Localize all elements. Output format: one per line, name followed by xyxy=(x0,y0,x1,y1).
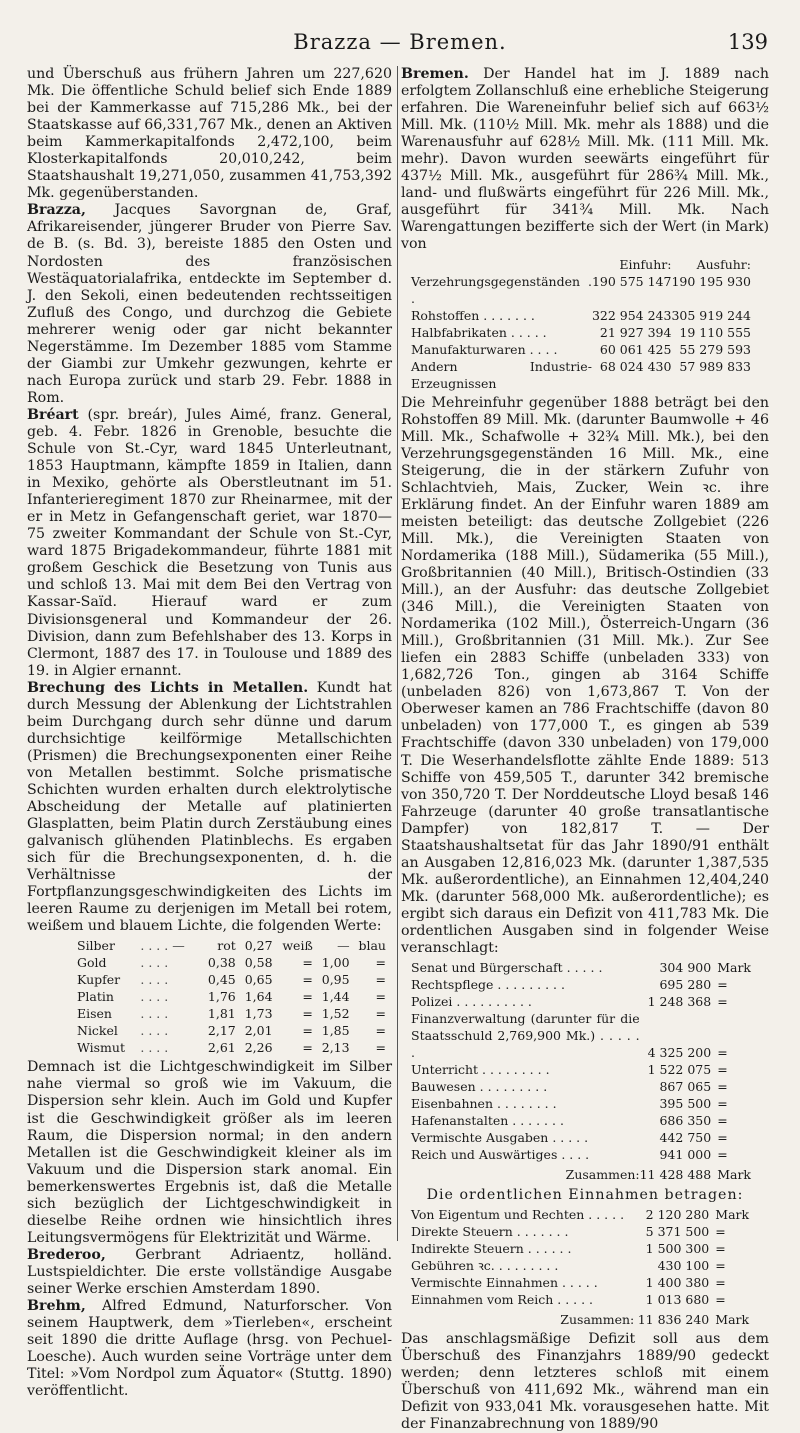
trade-table-header xyxy=(411,256,751,273)
table-row: Rechtspflege . . . . . . . . . 695 280 = xyxy=(411,977,728,993)
table-row: Senat und Bürgerschaft . . . . . 304 900 Mark xyxy=(411,960,751,976)
table-row: Halbfabrikaten . . . . . 21 927 394 19 110 555 xyxy=(411,324,751,340)
table-row: Vermischte Einnahmen . . . . . 1 400 380 = xyxy=(411,1275,726,1291)
entry-body-brehm: Alfred Edmund, Naturforscher. Von seinem Hauptwerk, dem »Tierleben«, erscheint seit 1890 die dritte Auflage (hrsg. von Pechuel-Loesche). Auch wurden seine Vorträge unter dem Titel: »Vom Nordpol zum Äquator« (Stuttg. 1890) veröffentlicht. xyxy=(27,1298,392,1400)
table-row: Unterricht . . . . . . . . . 1 522 075 = xyxy=(411,1062,728,1078)
table-row: Direkte Steuern . . . . . . . 5 371 500 = xyxy=(411,1224,726,1240)
table-row: Einnahmen vom Reich . . . . . 1 013 680 = xyxy=(411,1292,726,1308)
table-row: Rohstoffen . . . . . . . 322 954 243 305 919 244 xyxy=(411,307,751,323)
expenses-total-unit: Mark xyxy=(717,1167,751,1183)
entry-body-brederoo: Gerbrant Adriaentz, holländ. Lustspieldichter. Die erste vollständige Ausgabe seiner Werke erschien Amsterdam 1890. xyxy=(27,1246,392,1297)
metal-table xyxy=(27,937,392,1056)
table-row: Nickel . . . . 2,17 2,01 = 1,85 = xyxy=(77,1023,386,1039)
entry-body-brechung: Kundt hat durch Messung der Ablenkung der Lichtstrahlen beim Durchgang durch sehr dünne und darum durchsichtige keilförmige Metallschichten (Prismen) die Brechungsexponenten einer Reihe von Metallen bestimmt. Solche prismatische Schichten wurden erhalten durch elektrolytische Abscheidung der Metalle auf platinierten Glasplatten, beim Platin durch Zerstäubung eines galvanisch glühenden Platinblechs. Es ergaben sich für die Brechungsexponenten, d. h. die Verhältnisse der Fortpflanzungsgeschwindigkeiten des Lichts im leeren Raume zu derjenigen im Metall bei rotem, weißem und blauem Lichte, die folgenden Werte: xyxy=(27,679,392,935)
income-total-row xyxy=(411,1308,751,1328)
column-divider xyxy=(397,66,398,1241)
entry-head-brederoo: Brederoo, xyxy=(27,1246,106,1263)
metal-header-rot: rot xyxy=(217,938,236,954)
table-row: Gebühren ꝛc. . . . . . . . . 430 100 = xyxy=(411,1258,726,1274)
entry-brazza xyxy=(27,202,392,407)
entry-brederoo xyxy=(27,1247,392,1298)
table-row: Von Eigentum und Rechten . . . . . 2 120 280 Mark xyxy=(411,1207,750,1223)
entry-body-breart: (spr. breár), Jules Aimé, franz. General, geb. 4. Febr. 1826 in Grenoble, besuchte die Schule von St.-Cyr, ward 1845 Unterleutnant, 1853 Hauptmann, kämpfte 1859 in Italien, dann in Mexiko, gehörte als Oberstleutnant im 51. Infanterieregiment 1870 zur Rheinarmee, mit der er in Metz in Gefangenschaft geriet, war 1870—75 zweiter Kommandant der Schule von St.-Cyr, ward 1875 Brigadekommandeur, führte 1881 mit großem Geschick die Besetzung von Tunis aus und schloß 13. Mai mit dem Bei den Vertrag von Kassar-Saïd. Hierauf ward er zum Divisionsgeneral und Kommandeur der 26. Division, dann zum Befehlshaber des 13. Korps in Clermont, 1887 des 17. in Toulouse und 1889 des 19. in Algier ernannt. xyxy=(27,406,392,679)
income-total-label: Zusammen: xyxy=(560,1312,635,1328)
table-row: Gold . . . . 0,38 0,58 = 1,00 = xyxy=(77,955,386,971)
metal-header-silber-value: 0,27 xyxy=(244,938,273,954)
paragraph-intro: und Überschuß aus frühern Jahren um 227,620 Mk. Die öffentliche Schuld belief sich Ende 1889 bei der Kammerkasse auf 715,286 Mk., bei der Staatskasse auf 66,331,767 Mk., denen an Aktiven beim Kammerkapitalfonds 2,472,100, beim Klosterkapitalfonds 20,010,242, beim Staatshaushalt 19,271,050, zusammen 41,753,392 Mk. gegenüberstanden. xyxy=(27,66,392,202)
table-row: Vermischte Ausgaben . . . . . 442 750 = xyxy=(411,1130,728,1146)
table-row: Kupfer . . . . 0,45 0,65 = 0,95 = xyxy=(77,972,386,988)
entry-head-brechung: Brechung des Lichts in Metallen. xyxy=(27,679,309,696)
entry-head-brazza: Brazza, xyxy=(27,202,86,219)
table-row: Eisen . . . . 1,81 1,73 = 1,52 = xyxy=(77,1006,386,1022)
trade-table xyxy=(411,256,751,392)
expenses-total-value: 11 428 488 xyxy=(639,1167,712,1183)
table-row: Finanzverwaltung (darunter für die Staatsschuld 2,769,900 Mk.) . . . . . . 4 325 200 = xyxy=(411,1011,728,1061)
metal-header-blau: blau xyxy=(358,938,386,954)
income-total-value: 11 836 240 xyxy=(637,1312,710,1328)
expenses-total-row xyxy=(411,1163,751,1183)
entry-breart xyxy=(27,407,392,680)
table-row: Verzehrungsgegenständen . . 190 575 147 190 195 930 xyxy=(411,273,751,306)
income-table xyxy=(411,1206,751,1328)
table-row: Wismut . . . . 2,61 2,26 = 2,13 = xyxy=(77,1040,386,1056)
income-total-unit: Mark xyxy=(715,1312,750,1328)
entry-head-breart: Bréart xyxy=(27,406,79,423)
metal-header-silber: Silber xyxy=(77,938,115,954)
table-row: Andern Industrie-Erzeugnissen 68 024 430 57 989 833 xyxy=(411,358,751,391)
table-row: Manufakturwaren . . . . 60 061 425 55 279 593 xyxy=(411,341,751,357)
paragraph-closing: Das anschlagsmäßige Defizit soll aus dem Überschuß des Finanzjahrs 1889/90 gedeckt werden; denn letzteres schloß mit einem Überschuß von 411,692 Mk., während man ein Defizit von 933,041 Mk. vorausgesehen hatte. Mit der Finanzabrechnung von 1889/90 xyxy=(401,1331,769,1433)
table-row: Hafenanstalten . . . . . . . 686 350 = xyxy=(411,1113,728,1129)
trade-header-export: Ausfuhr: xyxy=(696,256,751,272)
table-row: Platin . . . . 1,76 1,64 = 1,44 = xyxy=(77,989,386,1005)
entry-bremen xyxy=(401,66,769,254)
entry-brehm xyxy=(27,1298,392,1400)
entry-brechung xyxy=(27,680,392,936)
running-head xyxy=(0,30,800,60)
entry-head-bremen: Bremen. xyxy=(401,66,469,82)
table-row: Eisenbahnen . . . . . . . . 395 500 = xyxy=(411,1096,728,1112)
expenses-total-label: Zusammen: xyxy=(565,1167,640,1183)
trade-header-import: Einfuhr: xyxy=(619,256,672,272)
page-number: 139 xyxy=(727,30,768,54)
entry-body-bremen-1: Der Handel hat im J. 1889 nach erfolgtem Zollanschluß eine erhebliche Steigerung erfahren. Die Wareneinfuhr belief sich auf 663½ Mill. Mk. (110½ Mill. Mk. mehr als 1888) und die Warenausfuhr auf 628½ Mill. Mk. (111 Mill. Mk. mehr). Davon wurden seewärts eingeführt für 437½ Mill. Mk., ausgeführt für 286¾ Mill. Mk., land- und flußwärts eingeführt für 226 Mill. Mk., ausgeführt für 341¾ Mill. Mk. Nach Warengattungen bezifferte sich der Wert (in Mark) von xyxy=(401,66,769,253)
paragraph-demnach: Demnach ist die Lichtgeschwindigkeit im Silber nahe viermal so groß wie im Vakuum, die Dispersion sehr klein. Auch im Gold und Kupfer ist die Geschwindigkeit größer als im leeren Raum, die Dispersion normal; in den andern Metallen ist die Geschwindigkeit kleiner als im Vakuum und die Dispersion stark anomal. Ein bemerkenswertes Ergebnis ist, daß die Metalle sich bezüglich der Lichtgeschwindigkeit in dieselbe Reihe ordnen wie hinsichtlich ihres Leitungsvermögens für Elektrizität und Wärme. xyxy=(27,1059,392,1246)
entry-body-bremen-2: Die Mehreinfuhr gegenüber 1888 beträgt bei den Rohstoffen 89 Mill. Mk. (darunter Baumwolle + 46 Mill. Mk., Schafwolle + 32¾ Mill. Mk.), bei den Verzehrungsgegenständen 16 Mill. Mk., eine Steigerung, die in der stärkern Zufuhr von Schlachtvieh, Mais, Zucker, Wein ꝛc. ihre Erklärung findet. An der Einfuhr waren 1889 am meisten beteiligt: das deutsche Zollgebiet (226 Mill. Mk.), die Vereinigten Staaten von Nordamerika (188 Mill.), Südamerika (55 Mill.), Großbritannien (40 Mill.), Britisch-Ostindien (33 Mill.), an der Ausfuhr: das deutsche Zollgebiet (346 Mill.), die Vereinigten Staaten von Nordamerika (102 Mill.), Österreich-Ungarn (36 Mill.), Großbritannien (31 Mill. Mk.). Zur See liefen ein 2883 Schiffe (unbeladen 333) von 1,682,726 Ton., gingen ab 3164 Schiffe (unbeladen 826) von 1,673,867 T. Von der Oberweser kamen an 786 Frachtschiffe (davon 80 unbeladen) von 177,000 T., es gingen ab 539 Frachtschiffe (davon 330 unbeladen) von 179,000 T. Die Weserhandelsflotte zählte Ende 1889: 513 Schiffe von 459,505 T., darunter 342 bremische von 350,720 T. Der Norddeutsche Lloyd besaß 146 Fahrzeuge (darunter 40 große transatlantische Dampfer) von 182,817 T. — Der Staatshaushaltsetat für das Jahr 1890/91 enthält an Ausgaben 12,816,023 Mk. (darunter 1,387,535 Mk. außerordentliche), an Einnahmen 12,404,240 Mk. (darunter 568,000 Mk. außerordentliche); es ergibt sich daraus ein Defizit von 411,783 Mk. Die ordentlichen Ausgaben sind in folgender Weise veranschlagt: xyxy=(401,394,769,957)
table-row: Bauwesen . . . . . . . . . 867 065 = xyxy=(411,1079,728,1095)
metal-table-header: Silber . . . . — rot 0,27 weiß — blau xyxy=(77,938,386,954)
income-heading: Die ordentlichen Einnahmen betragen: xyxy=(426,1187,744,1204)
running-title: Brazza — Bremen. xyxy=(293,30,507,54)
table-row: Polizei . . . . . . . . . . 1 248 368 = xyxy=(411,994,728,1010)
right-column xyxy=(401,66,769,1433)
table-row: Indirekte Steuern . . . . . . 1 500 300 = xyxy=(411,1241,726,1257)
left-column xyxy=(27,66,392,1400)
entry-body-brazza: Jacques Savorgnan de, Graf, Afrikareisender, jüngerer Bruder von Pierre Sav. de B. (s. Bd. 3), bereiste 1885 den Osten und Nordosten des französischen Westäquatorialafrika, entdeckte im September d. J. den Sekoli, einen bedeutenden rechtsseitigen Zufluß des Congo, und durchzog die Gebiete mehrerer wenig oder gar nicht bekannter Negerstämme. Im Dezember 1885 vom Stamme der Giambi zur Umkehr gezwungen, kehrte er nach Europa zurück und starb 29. Febr. 1888 in Rom. xyxy=(27,202,392,406)
entry-head-brehm: Brehm, xyxy=(27,1298,86,1315)
expenses-table xyxy=(411,959,751,1183)
metal-header-weiss: weiß xyxy=(282,938,313,954)
table-row: Reich und Auswärtiges . . . . 941 000 = xyxy=(411,1147,728,1163)
